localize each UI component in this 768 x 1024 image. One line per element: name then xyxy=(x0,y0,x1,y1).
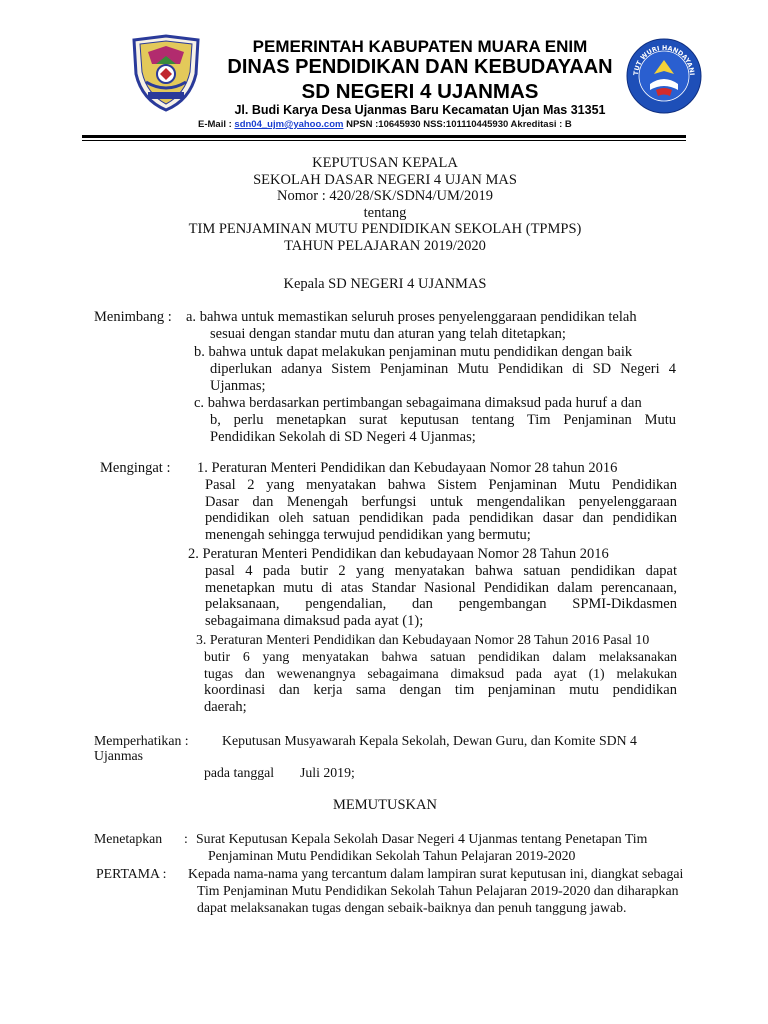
letterhead-rule-thick xyxy=(82,135,686,138)
item-text: Peraturan Menteri Pendidikan dan Kebudayaan Nomor 28 tahun 2016 xyxy=(211,460,618,476)
item-text: b, perlu menetapkan surat keputusan tentang Tim Penjaminan Mutu xyxy=(210,411,676,428)
item-text: pendidikan oleh satuan pendidikan pada pendidikan dasar dan pendidikan xyxy=(205,510,677,527)
menimbang-item-b xyxy=(194,344,676,394)
item-text: koordinasi dan kerja sama dengan tim penjaminan mutu pendidikan xyxy=(204,682,677,698)
memperhatikan-date-label: pada tanggal xyxy=(204,765,275,780)
tut-wuri-handayani-logo xyxy=(626,38,702,114)
item-text: Pasal 2 yang menyatakan bahwa Sistem Penjaminan Mutu Pendidikan xyxy=(205,476,677,493)
memperhatikan-text: Keputusan Musyawarah Kepala Sekolah, Dewan Guru, dan Komite SDN 4 xyxy=(222,733,637,748)
letterhead-rule-thin xyxy=(82,140,686,141)
decree-year: TAHUN PELAJARAN 2019/2020 xyxy=(284,237,486,254)
item-prefix: 3. xyxy=(196,632,207,647)
decree-about: tentang xyxy=(363,204,407,221)
item-prefix: a. xyxy=(186,309,197,325)
item-text: Peraturan Menteri Pendidikan dan kebudayaan Nomor 28 Tahun 2016 xyxy=(202,546,609,562)
item-text: bahwa untuk dapat melakukan penjaminan mutu pendidikan dengan baik xyxy=(208,344,633,360)
item-text: sesuai dengan standar mutu dan aturan yang telah ditetapkan; xyxy=(210,325,566,342)
issuer-line: Kepala SD NEGERI 4 UJANMAS xyxy=(283,276,487,292)
menimbang-item-c xyxy=(194,395,676,445)
item-text: Peraturan Menteri Pendidikan dan Kebudayaan Nomor 28 Tahun 2016 Pasal 10 xyxy=(209,632,650,647)
school-ids: NPSN :10645930 NSS:101110445930 Akreditasi : B xyxy=(343,119,572,130)
item-text: butir 6 yang menyatakan bahwa satuan pendidikan dalam melaksanakan xyxy=(204,649,677,664)
item-prefix: 2. xyxy=(188,546,199,562)
pertama-line-2: Tim Penjaminan Mutu Pendidikan Sekolah Tahun Pelajaran 2019-2020 dan diharapkan xyxy=(197,883,679,898)
item-text: Ujanmas; xyxy=(210,377,266,394)
item-text: pasal 4 pada butir 2 yang menyatakan bahwa satuan pendidikan dapat xyxy=(205,562,677,579)
item-text: Dasar dan Menengah berfungsi untuk mengendalikan penyelenggaraan xyxy=(205,493,677,510)
decree-number: Nomor : 420/28/SK/SDN4/UM/2019 xyxy=(277,188,493,205)
letterhead-department: DINAS PENDIDIKAN DAN KEBUDAYAAN xyxy=(227,56,613,78)
memperhatikan-label: Memperhatikan : xyxy=(94,733,189,748)
memperhatikan-date-value: Juli 2019; xyxy=(300,765,355,780)
email-label: E-Mail : xyxy=(198,119,235,130)
pertama-line-1: Kepada nama-nama yang tercantum dalam lampiran surat keputusan ini, diangkat sebagai xyxy=(188,866,684,881)
menetapkan-text xyxy=(196,830,676,864)
item-text: bahwa berdasarkan pertimbangan sebagaimana dimaksud pada huruf a dan xyxy=(207,395,642,411)
memutuskan-heading: MEMUTUSKAN xyxy=(333,797,437,813)
decree-title-line-2: SEKOLAH DASAR NEGERI 4 UJAN MAS xyxy=(253,171,517,188)
letterhead-school-name: SD NEGERI 4 UJANMAS xyxy=(301,80,539,103)
letterhead-address: Jl. Budi Karya Desa Ujanmas Baru Kecamatan Ujan Mas 31351 xyxy=(234,103,606,117)
item-prefix: 1. xyxy=(197,460,208,476)
pertama-label: PERTAMA : xyxy=(96,866,167,881)
item-prefix: c. xyxy=(194,395,205,411)
menimbang-item-a xyxy=(186,309,676,343)
decree-title-line-1: KEPUTUSAN KEPALA xyxy=(312,155,458,171)
decree-title-block xyxy=(100,155,670,255)
menetapkan-line-1: Surat Keputusan Kepala Sekolah Dasar Negeri 4 Ujanmas tentang Penetapan Tim xyxy=(196,831,648,846)
letterhead-government: PEMERINTAH KABUPATEN MUARA ENIM xyxy=(252,37,588,56)
item-text: menengah sehingga terwujud pendidikan yang bermutu; xyxy=(205,527,531,544)
item-text: diperlukan adanya Sistem Penjaminan Mutu Pendidikan di SD Negeri 4 xyxy=(210,360,676,377)
menetapkan-label: Menetapkan xyxy=(94,831,163,846)
item-text: pelaksanaan, pengendalian, dan pengembangan SPMI-Dikdasmen xyxy=(205,596,677,613)
item-text: daerah; xyxy=(204,699,247,715)
pertama-text xyxy=(188,865,684,916)
decree-subject: TIM PENJAMINAN MUTU PENDIDIKAN SEKOLAH (TPMPS) xyxy=(188,221,582,238)
item-text: tugas dan wewenangnya sebagaimana dimaksud pada ayat (1) melakukan xyxy=(204,666,677,681)
item-text: Pendidikan Sekolah di SD Negeri 4 Ujanmas; xyxy=(210,428,476,445)
item-text: menetapkan mutu di atas Standar Nasional Pendidikan dalam perencanaan, xyxy=(205,579,677,596)
item-text: bahwa untuk memastikan seluruh proses penyelenggaraan pendidikan telah xyxy=(199,309,637,325)
item-prefix: b. xyxy=(194,344,205,360)
memperhatikan-text-cont: Ujanmas xyxy=(94,748,144,763)
menetapkan-colon: : xyxy=(184,831,188,846)
mengingat-item-3 xyxy=(196,631,677,716)
email-link[interactable]: sdn04_ujm@yahoo.com xyxy=(234,119,344,130)
menimbang-label: Menimbang : xyxy=(94,309,172,325)
pertama-line-3: dapat melaksanakan tugas dengan sebaik-baiknya dan penuh tanggung jawab. xyxy=(197,900,627,915)
item-text: sebagaimana dimaksud pada ayat (1); xyxy=(205,613,424,630)
mengingat-label: Mengingat : xyxy=(100,460,171,476)
mengingat-item-1 xyxy=(197,460,677,544)
logo-motto-text: TUT WURI HANDAYANI xyxy=(631,43,697,76)
mengingat-item-2 xyxy=(188,546,677,630)
letterhead-contact-line xyxy=(198,119,648,130)
menetapkan-line-2: Penjaminan Mutu Pendidikan Sekolah Tahun Pelajaran 2019-2020 xyxy=(208,848,576,863)
